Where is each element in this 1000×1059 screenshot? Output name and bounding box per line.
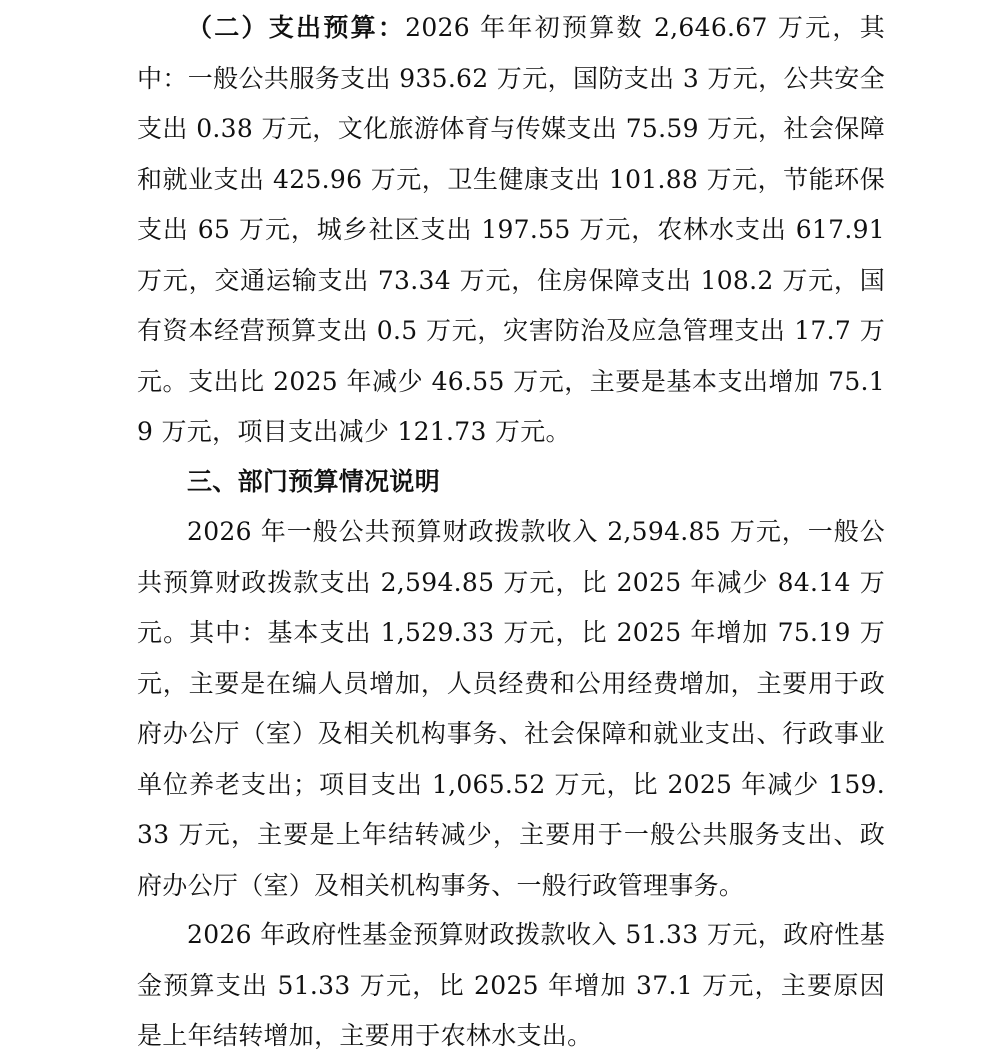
government-fund-paragraph: 2026 年政府性基金预算财政拨款收入 51.33 万元，政府性基金预算支出 51.33 万元，比 2025 年增加 37.1 万元，主要原因是上年结转增加，主要用于农林水支出。 [137,920,885,1050]
expenditure-budget-lead: （二）支出预算： [187,13,406,42]
section-heading-department-budget: 三、部门预算情况说明 [187,467,441,496]
expenditure-budget-body: 2026 年年初预算数 2,646.67 万元，其中：一般公共服务支出 935.62 万元，国防支出 3 万元，公共安全支出 0.38 万元，文化旅游体育与传媒支出 75.59 万元，社会保障和就业支出 425.96 万元，卫生健康支出 101.88 万元，节能环保支出 65 万元，城乡社区支出 197.55 万元，农林水支出 617.91 万元，交通运输支出 73.34 万元，住房保障支出 108.2 万元，国有资本经营预算支出 0.5 万元，灾害防治及应急管理支出 17.7 万元。支出比 2025 年减少 46.55 万元，主要是基本支出增加 75.19 万元，项目支出减少 121.73 万元。 [137,13,885,446]
general-budget-paragraph: 2026 年一般公共预算财政拨款收入 2,594.85 万元，一般公共预算财政拨款支出 2,594.85 万元，比 2025 年减少 84.14 万元。其中：基本支出 1,529.33 万元，比 2025 年增加 75.19 万元，主要是在编人员增加，人员经费和公用经费增加，主要用于政府办公厅（室）及相关机构事务、社会保障和就业支出、行政事业单位养老支出；项目支出 1,065.52 万元，比 2025 年减少 159.33 万元，主要是上年结转减少，主要用于一般公共服务支出、政府办公厅（室）及相关机构事务、一般行政管理事务。 [137,517,885,900]
expenditure-budget-paragraph [137,3,885,458]
